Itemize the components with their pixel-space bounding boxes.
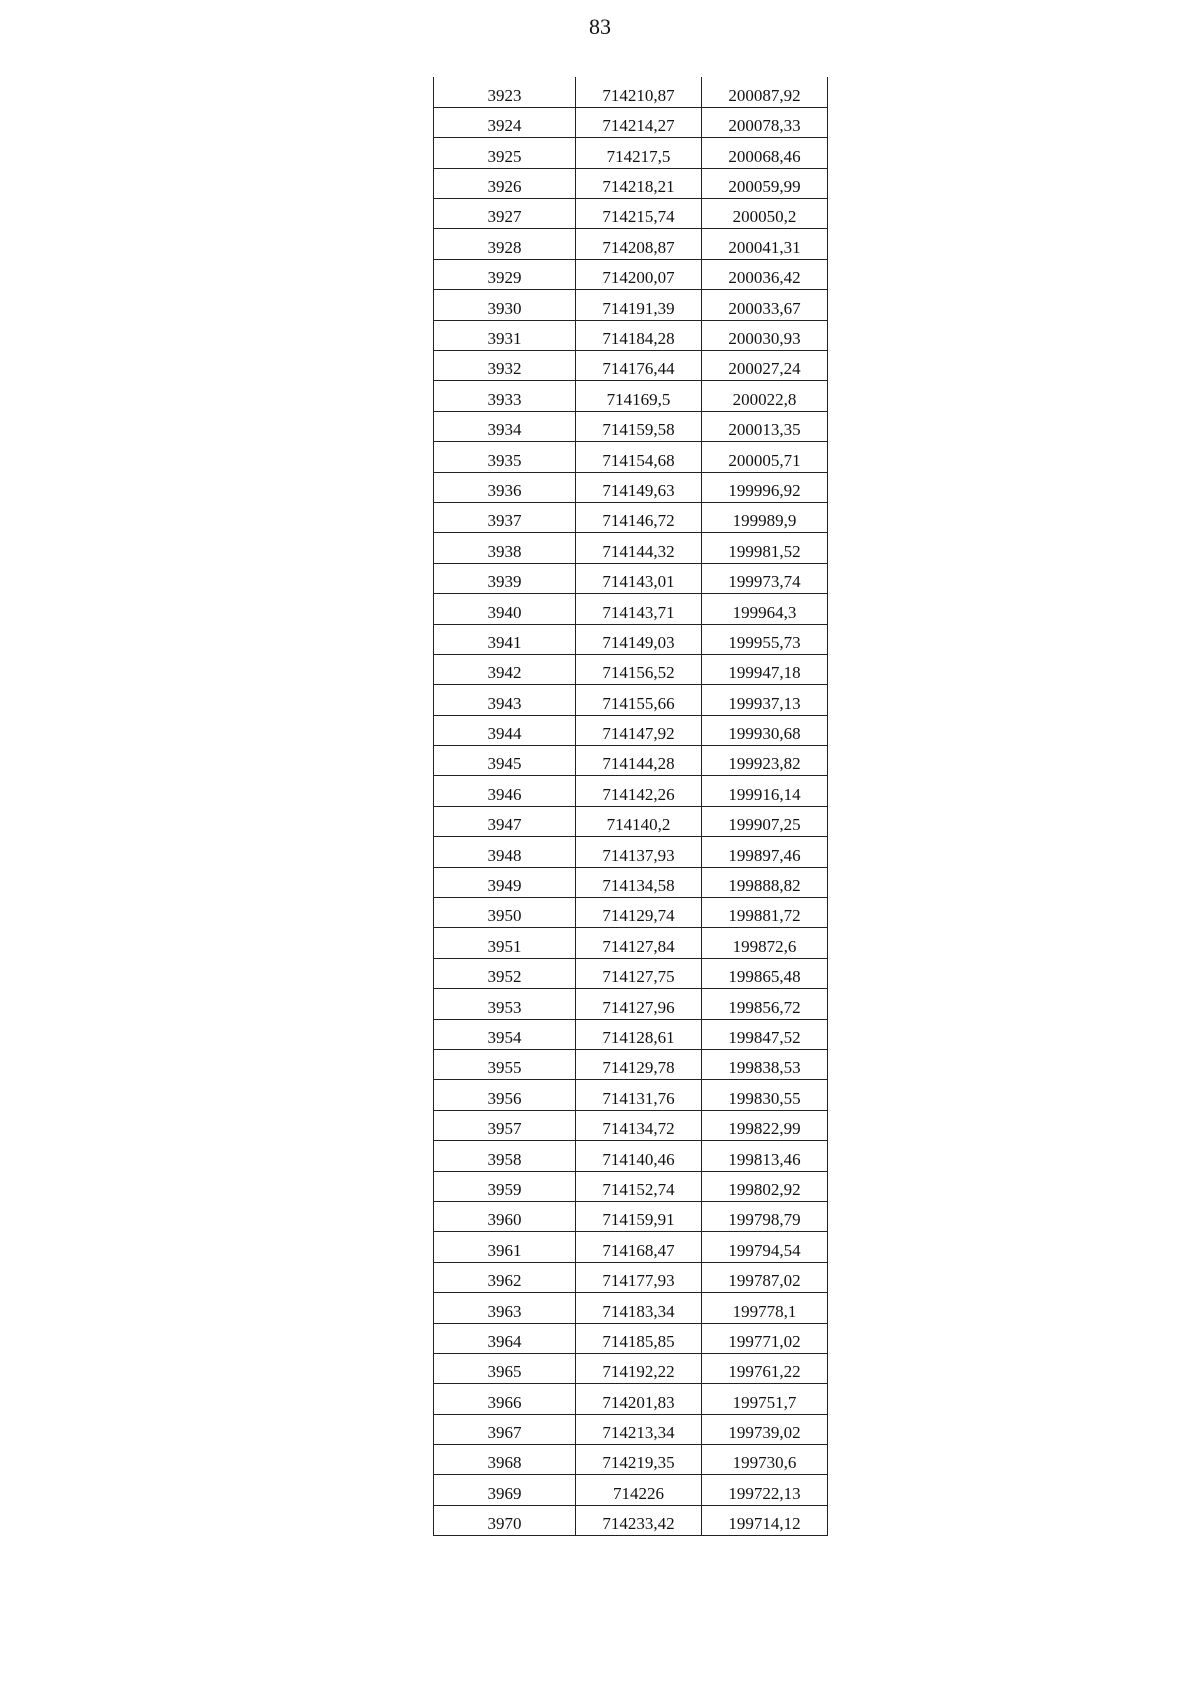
x-coordinate-cell: 714185,85	[576, 1323, 702, 1353]
y-coordinate-cell: 199739,02	[702, 1414, 828, 1444]
y-coordinate-cell: 200030,93	[702, 320, 828, 350]
x-coordinate-cell: 714129,78	[576, 1050, 702, 1080]
y-coordinate-cell: 200068,46	[702, 138, 828, 168]
x-coordinate-cell: 714217,5	[576, 138, 702, 168]
x-coordinate-cell: 714127,96	[576, 989, 702, 1019]
x-coordinate-cell: 714156,52	[576, 654, 702, 684]
table-row	[434, 898, 828, 928]
table-row	[434, 107, 828, 137]
point-number-cell: 3947	[434, 806, 576, 836]
point-number-cell: 3942	[434, 654, 576, 684]
y-coordinate-cell: 199830,55	[702, 1080, 828, 1110]
table-row	[434, 381, 828, 411]
x-coordinate-cell: 714149,63	[576, 472, 702, 502]
point-number-cell: 3941	[434, 624, 576, 654]
x-coordinate-cell: 714142,26	[576, 776, 702, 806]
x-coordinate-cell: 714215,74	[576, 199, 702, 229]
point-number-cell: 3927	[434, 199, 576, 229]
table-row	[434, 867, 828, 897]
table-row	[434, 502, 828, 532]
table-row	[434, 1141, 828, 1171]
y-coordinate-cell: 199761,22	[702, 1353, 828, 1383]
x-coordinate-cell: 714129,74	[576, 898, 702, 928]
coordinates-table	[433, 77, 828, 1536]
point-number-cell: 3963	[434, 1293, 576, 1323]
x-coordinate-cell: 714152,74	[576, 1171, 702, 1201]
y-coordinate-cell: 200022,8	[702, 381, 828, 411]
point-number-cell: 3930	[434, 290, 576, 320]
x-coordinate-cell: 714159,58	[576, 411, 702, 441]
table-row	[434, 442, 828, 472]
x-coordinate-cell: 714191,39	[576, 290, 702, 320]
x-coordinate-cell: 714143,71	[576, 594, 702, 624]
x-coordinate-cell: 714140,46	[576, 1141, 702, 1171]
point-number-cell: 3944	[434, 715, 576, 745]
y-coordinate-cell: 199787,02	[702, 1262, 828, 1292]
y-coordinate-cell: 199794,54	[702, 1232, 828, 1262]
table-row	[434, 1475, 828, 1505]
point-number-cell: 3960	[434, 1201, 576, 1231]
table-row	[434, 1201, 828, 1231]
x-coordinate-cell: 714213,34	[576, 1414, 702, 1444]
point-number-cell: 3934	[434, 411, 576, 441]
y-coordinate-cell: 199802,92	[702, 1171, 828, 1201]
point-number-cell: 3965	[434, 1353, 576, 1383]
point-number-cell: 3962	[434, 1262, 576, 1292]
point-number-cell: 3969	[434, 1475, 576, 1505]
x-coordinate-cell: 714183,34	[576, 1293, 702, 1323]
table-row	[434, 1445, 828, 1475]
table-row	[434, 746, 828, 776]
table-row	[434, 351, 828, 381]
y-coordinate-cell: 199847,52	[702, 1019, 828, 1049]
point-number-cell: 3932	[434, 351, 576, 381]
x-coordinate-cell: 714149,03	[576, 624, 702, 654]
y-coordinate-cell: 199822,99	[702, 1110, 828, 1140]
x-coordinate-cell: 714218,21	[576, 168, 702, 198]
table-row	[434, 563, 828, 593]
x-coordinate-cell: 714127,75	[576, 958, 702, 988]
point-number-cell: 3948	[434, 837, 576, 867]
y-coordinate-cell: 200087,92	[702, 77, 828, 107]
table-row	[434, 168, 828, 198]
point-number-cell: 3966	[434, 1384, 576, 1414]
y-coordinate-cell: 199973,74	[702, 563, 828, 593]
table-row	[434, 411, 828, 441]
y-coordinate-cell: 199856,72	[702, 989, 828, 1019]
point-number-cell: 3954	[434, 1019, 576, 1049]
x-coordinate-cell: 714176,44	[576, 351, 702, 381]
y-coordinate-cell: 199872,6	[702, 928, 828, 958]
table-row	[434, 77, 828, 107]
y-coordinate-cell: 199937,13	[702, 685, 828, 715]
point-number-cell: 3953	[434, 989, 576, 1019]
x-coordinate-cell: 714233,42	[576, 1505, 702, 1535]
y-coordinate-cell: 200036,42	[702, 259, 828, 289]
point-number-cell: 3945	[434, 746, 576, 776]
point-number-cell: 3936	[434, 472, 576, 502]
point-number-cell: 3967	[434, 1414, 576, 1444]
table-row	[434, 533, 828, 563]
point-number-cell: 3938	[434, 533, 576, 563]
table-row	[434, 806, 828, 836]
y-coordinate-cell: 199923,82	[702, 746, 828, 776]
x-coordinate-cell: 714134,58	[576, 867, 702, 897]
table-row	[434, 624, 828, 654]
point-number-cell: 3935	[434, 442, 576, 472]
x-coordinate-cell: 714131,76	[576, 1080, 702, 1110]
x-coordinate-cell: 714210,87	[576, 77, 702, 107]
y-coordinate-cell: 199751,7	[702, 1384, 828, 1414]
x-coordinate-cell: 714128,61	[576, 1019, 702, 1049]
point-number-cell: 3923	[434, 77, 576, 107]
y-coordinate-cell: 199722,13	[702, 1475, 828, 1505]
x-coordinate-cell: 714200,07	[576, 259, 702, 289]
table-row	[434, 1262, 828, 1292]
x-coordinate-cell: 714144,28	[576, 746, 702, 776]
point-number-cell: 3949	[434, 867, 576, 897]
table-row	[434, 776, 828, 806]
y-coordinate-cell: 200005,71	[702, 442, 828, 472]
y-coordinate-cell: 199916,14	[702, 776, 828, 806]
y-coordinate-cell: 199714,12	[702, 1505, 828, 1535]
x-coordinate-cell: 714134,72	[576, 1110, 702, 1140]
point-number-cell: 3951	[434, 928, 576, 958]
table-row	[434, 259, 828, 289]
table-row	[434, 1171, 828, 1201]
y-coordinate-cell: 199947,18	[702, 654, 828, 684]
table-row	[434, 1384, 828, 1414]
x-coordinate-cell: 714146,72	[576, 502, 702, 532]
table-row	[434, 290, 828, 320]
y-coordinate-cell: 199996,92	[702, 472, 828, 502]
x-coordinate-cell: 714143,01	[576, 563, 702, 593]
table-row	[434, 928, 828, 958]
x-coordinate-cell: 714192,22	[576, 1353, 702, 1383]
table-row	[434, 594, 828, 624]
point-number-cell: 3955	[434, 1050, 576, 1080]
x-coordinate-cell: 714201,83	[576, 1384, 702, 1414]
point-number-cell: 3956	[434, 1080, 576, 1110]
x-coordinate-cell: 714177,93	[576, 1262, 702, 1292]
x-coordinate-cell: 714144,32	[576, 533, 702, 563]
point-number-cell: 3933	[434, 381, 576, 411]
table-row	[434, 654, 828, 684]
y-coordinate-cell: 199865,48	[702, 958, 828, 988]
x-coordinate-cell: 714159,91	[576, 1201, 702, 1231]
y-coordinate-cell: 199838,53	[702, 1050, 828, 1080]
point-number-cell: 3958	[434, 1141, 576, 1171]
table-row	[434, 1080, 828, 1110]
y-coordinate-cell: 199930,68	[702, 715, 828, 745]
x-coordinate-cell: 714155,66	[576, 685, 702, 715]
point-number-cell: 3943	[434, 685, 576, 715]
point-number-cell: 3952	[434, 958, 576, 988]
point-number-cell: 3961	[434, 1232, 576, 1262]
x-coordinate-cell: 714127,84	[576, 928, 702, 958]
table-row	[434, 320, 828, 350]
y-coordinate-cell: 200078,33	[702, 107, 828, 137]
table-row	[434, 138, 828, 168]
point-number-cell: 3970	[434, 1505, 576, 1535]
point-number-cell: 3925	[434, 138, 576, 168]
y-coordinate-cell: 199771,02	[702, 1323, 828, 1353]
point-number-cell: 3968	[434, 1445, 576, 1475]
x-coordinate-cell: 714184,28	[576, 320, 702, 350]
y-coordinate-cell: 200027,24	[702, 351, 828, 381]
point-number-cell: 3928	[434, 229, 576, 259]
y-coordinate-cell: 199813,46	[702, 1141, 828, 1171]
point-number-cell: 3959	[434, 1171, 576, 1201]
x-coordinate-cell: 714168,47	[576, 1232, 702, 1262]
y-coordinate-cell: 200033,67	[702, 290, 828, 320]
y-coordinate-cell: 200013,35	[702, 411, 828, 441]
y-coordinate-cell: 199981,52	[702, 533, 828, 563]
x-coordinate-cell: 714137,93	[576, 837, 702, 867]
table-row	[434, 229, 828, 259]
table-row	[434, 1232, 828, 1262]
table-row	[434, 685, 828, 715]
point-number-cell: 3964	[434, 1323, 576, 1353]
y-coordinate-cell: 200041,31	[702, 229, 828, 259]
table-row	[434, 715, 828, 745]
table-row	[434, 1019, 828, 1049]
point-number-cell: 3946	[434, 776, 576, 806]
table-row	[434, 1505, 828, 1535]
y-coordinate-cell: 199730,6	[702, 1445, 828, 1475]
table-row	[434, 1293, 828, 1323]
table-row	[434, 1414, 828, 1444]
table-row	[434, 989, 828, 1019]
x-coordinate-cell: 714219,35	[576, 1445, 702, 1475]
point-number-cell: 3937	[434, 502, 576, 532]
table-row	[434, 199, 828, 229]
y-coordinate-cell: 199964,3	[702, 594, 828, 624]
point-number-cell: 3931	[434, 320, 576, 350]
table-row	[434, 837, 828, 867]
point-number-cell: 3924	[434, 107, 576, 137]
x-coordinate-cell: 714154,68	[576, 442, 702, 472]
point-number-cell: 3926	[434, 168, 576, 198]
point-number-cell: 3950	[434, 898, 576, 928]
point-number-cell: 3929	[434, 259, 576, 289]
y-coordinate-cell: 200050,2	[702, 199, 828, 229]
coordinates-table-body	[434, 77, 828, 1536]
page-number: 83	[589, 14, 611, 39]
y-coordinate-cell: 200059,99	[702, 168, 828, 198]
y-coordinate-cell: 199798,79	[702, 1201, 828, 1231]
y-coordinate-cell: 199881,72	[702, 898, 828, 928]
x-coordinate-cell: 714140,2	[576, 806, 702, 836]
point-number-cell: 3940	[434, 594, 576, 624]
y-coordinate-cell: 199888,82	[702, 867, 828, 897]
table-row	[434, 472, 828, 502]
table-row	[434, 958, 828, 988]
table-row	[434, 1110, 828, 1140]
x-coordinate-cell: 714214,27	[576, 107, 702, 137]
x-coordinate-cell: 714226	[576, 1475, 702, 1505]
table-row	[434, 1050, 828, 1080]
y-coordinate-cell: 199989,9	[702, 502, 828, 532]
y-coordinate-cell: 199897,46	[702, 837, 828, 867]
x-coordinate-cell: 714169,5	[576, 381, 702, 411]
table-row	[434, 1353, 828, 1383]
x-coordinate-cell: 714147,92	[576, 715, 702, 745]
y-coordinate-cell: 199955,73	[702, 624, 828, 654]
y-coordinate-cell: 199907,25	[702, 806, 828, 836]
point-number-cell: 3957	[434, 1110, 576, 1140]
y-coordinate-cell: 199778,1	[702, 1293, 828, 1323]
x-coordinate-cell: 714208,87	[576, 229, 702, 259]
table-row	[434, 1323, 828, 1353]
point-number-cell: 3939	[434, 563, 576, 593]
